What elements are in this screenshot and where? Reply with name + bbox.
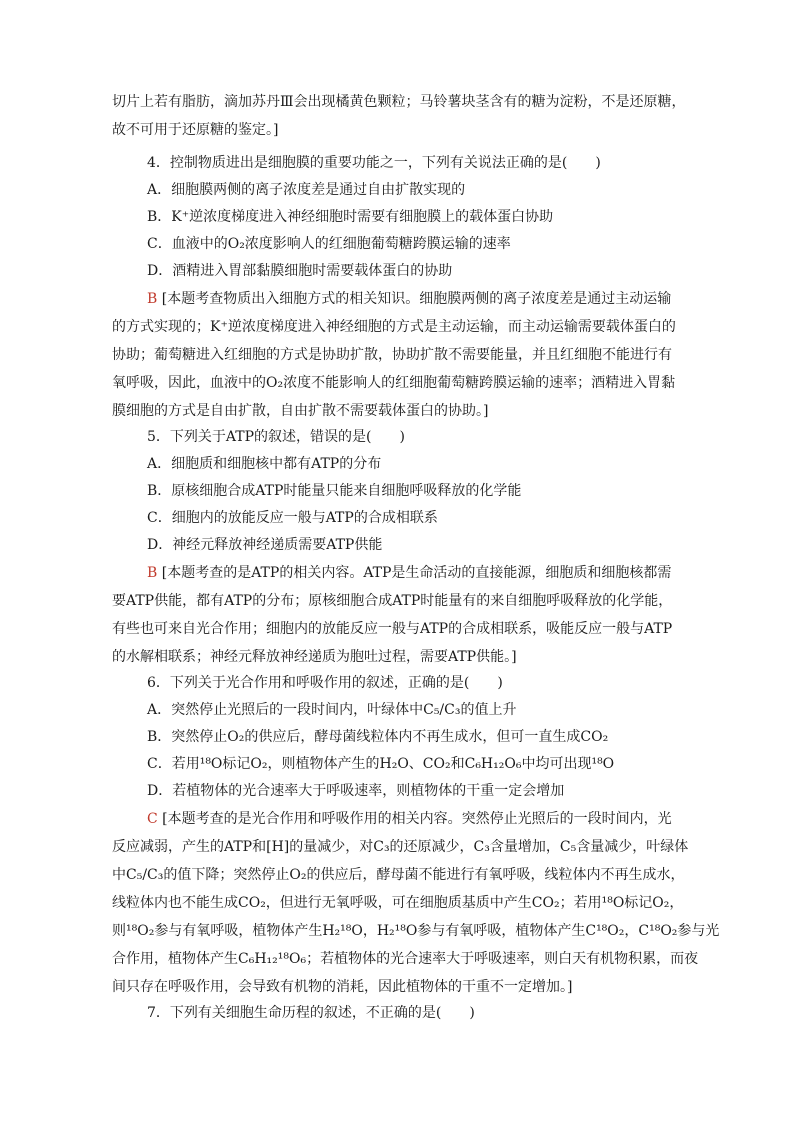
question-7-stem: 7．下列有关细胞生命历程的叙述，不正确的是( ) — [147, 1005, 475, 1021]
question-4-explanation-line-3: 协助；葡萄糖进入红细胞的方式是协助扩散，协助扩散不需要能量，并且红细胞不能进行有 — [112, 347, 672, 363]
question-5-explanation-line-3: 有些也可来自光合作用；细胞内的放能反应一般与ATP的合成相联系，吸能反应一般与ATP — [112, 621, 673, 637]
question-6-option-d: D．若植物体的光合速率大于呼吸速率，则植物体的干重一定会增加 — [147, 783, 565, 799]
question-5-option-c: C．细胞内的放能反应一般与ATP的合成相联系 — [147, 510, 438, 526]
question-6-answer: C — [147, 811, 158, 827]
question-4-explanation-line-5: 膜细胞的方式是自由扩散，自由扩散不需要载体蛋白的协助。] — [112, 403, 489, 419]
continuation-line-1: 切片上若有脂肪，滴加苏丹Ⅲ会出现橘黄色颗粒；马铃薯块茎含有的糖为淀粉，不是还原糖， — [112, 94, 686, 110]
question-4-option-c: C．血液中的O₂浓度影响人的红细胞葡萄糖跨膜运输的速率 — [147, 236, 511, 252]
question-5-explanation-line-2: 要ATP供能，都有ATP的分布；原核细胞合成ATP时能量有的来自细胞呼吸释放的化学能， — [112, 593, 673, 609]
question-6-explanation-line-1 — [147, 809, 672, 829]
question-4-stem: 4．控制物质进出是细胞膜的重要功能之一，下列有关说法正确的是( ) — [147, 155, 601, 171]
question-6-stem: 6．下列关于光合作用和呼吸作用的叙述，正确的是( ) — [147, 675, 503, 691]
question-4-explanation-text: [本题考查物质出入细胞方式的相关知识。细胞膜两侧的离子浓度差是通过主动运输 — [161, 291, 672, 307]
question-6-option-a: A．突然停止光照后的一段时间内，叶绿体中C₅/C₃的值上升 — [147, 702, 517, 718]
question-6-explanation-line-5: 则¹⁸O₂参与有氧呼吸，植物体产生H₂¹⁸O，H₂¹⁸O参与有氧呼吸，植物体产生C¹⁸O₂，C¹⁸O₂参与光 — [112, 923, 720, 939]
question-5-answer: B — [147, 565, 158, 581]
continuation-line-2: 故不可用于还原糖的鉴定。] — [112, 122, 279, 138]
question-6-explanation-line-6: 合作用，植物体产生C₆H₁₂¹⁸O₆；若植物体的光合速率大于呼吸速率，则白天有机物积累，而夜 — [112, 951, 699, 967]
question-5-explanation-text: [本题考查的是ATP的相关内容。ATP是生命活动的直接能源，细胞质和细胞核都需 — [161, 565, 672, 581]
question-5-explanation-line-1 — [147, 563, 671, 583]
question-4-explanation-line-4: 氧呼吸，因此，血液中的O₂浓度不能影响人的红细胞葡萄糖跨膜运输的速率；酒精进入胃黏 — [112, 375, 676, 391]
question-6-explanation-line-7: 间只存在呼吸作用，会导致有机物的消耗，因此植物体的干重不一定增加。] — [112, 979, 573, 995]
question-6-explanation-line-4: 线粒体内也不能生成CO₂，但进行无氧呼吸，可在细胞质基质中产生CO₂；若用¹⁸O标记O₂， — [112, 895, 684, 911]
question-4-option-a: A．细胞膜两侧的离子浓度差是通过自由扩散实现的 — [147, 182, 466, 198]
question-6-explanation-line-2: 反应减弱，产生的ATP和[H]的量减少，对C₃的还原减少，C₃含量增加，C₅含量减少，叶绿体 — [112, 839, 689, 855]
question-4-option-b: B．K⁺逆浓度梯度进入神经细胞时需要有细胞膜上的载体蛋白协助 — [147, 209, 554, 225]
question-6-explanation-line-3: 中C₅/C₃的值下降；突然停止O₂的供应后，酵母菌不能进行有氧呼吸，线粒体内不再生成水， — [112, 867, 685, 883]
question-5-option-d: D．神经元释放神经递质需要ATP供能 — [147, 537, 383, 553]
question-4-answer: B — [147, 291, 158, 307]
question-4-explanation-line-2: 的方式实现的；K⁺逆浓度梯度进入神经细胞的方式是主动运输，而主动运输需要载体蛋白的 — [112, 319, 676, 335]
question-5-option-a: A．细胞质和细胞核中都有ATP的分布 — [147, 456, 382, 472]
question-4-explanation-line-1 — [147, 289, 671, 309]
question-6-explanation-text: [本题考查的是光合作用和呼吸作用的相关内容。突然停止光照后的一段时间内，光 — [162, 811, 672, 827]
question-5-stem: 5．下列关于ATP的叙述，错误的是( ) — [147, 429, 405, 445]
question-5-option-b: B．原核细胞合成ATP时能量只能来自细胞呼吸释放的化学能 — [147, 483, 522, 499]
question-6-option-c: C．若用¹⁸O标记O₂，则植物体产生的H₂O、CO₂和C₆H₁₂O₆中均可出现¹⁸O — [147, 756, 615, 772]
question-6-option-b: B．突然停止O₂的供应后，酵母菌线粒体内不再生成水，但可一直生成CO₂ — [147, 729, 609, 745]
question-4-option-d: D．酒精进入胃部黏膜细胞时需要载体蛋白的协助 — [147, 263, 453, 279]
question-5-explanation-line-4: 的水解相联系；神经元释放神经递质为胞吐过程，需要ATP供能。] — [112, 649, 517, 665]
